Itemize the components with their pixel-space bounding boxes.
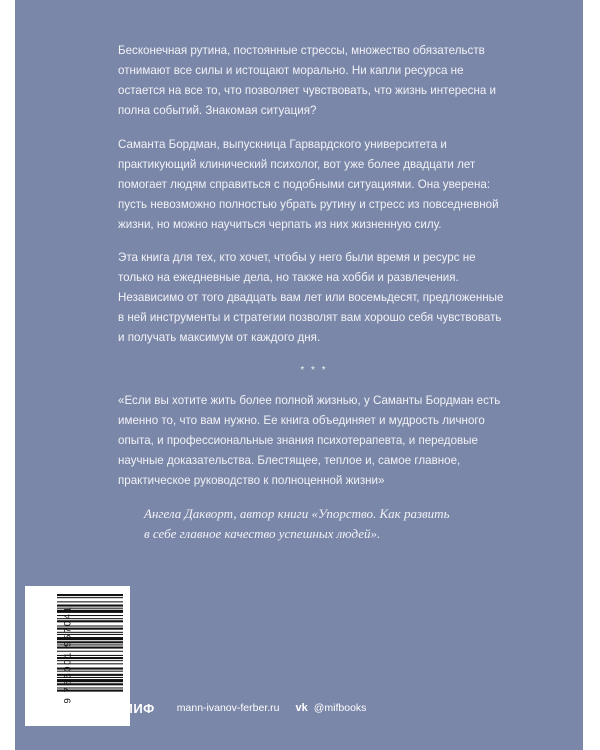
attribution-line-2: в себе главное качество успешных людей».	[144, 526, 381, 541]
barcode-bars-icon	[25, 586, 130, 726]
review-quote: «Если вы хотите жить более полной жизнью, у Саманты Бордман есть именно то, что вам нужно. Ее книга объединяет и мудрость личного опыта, и профессиональные знания психотерапевта, и передовые научные доказательства. Блестящее, теплое и, самое главное, практическое руководство к полноценной жизни»	[118, 394, 501, 487]
isbn-barcode	[25, 586, 130, 726]
social-handle[interactable]: @mifbooks	[313, 702, 367, 714]
cover-text-block	[118, 41, 510, 557]
description-paragraph-2: Саманта Бордман, выпускница Гарвардского университета и практикующий клинический психолог, вот уже более двадцати лет помогает людям справиться с подобными ситуациями. Она уверена: пусть невозможно полностью убрать рутину и стресс из повседневной жизни, но можно научиться черпать из них жизненную силу.	[118, 138, 499, 231]
description-paragraph-3: Эта книга для тех, кто хочет, чтобы у него были время и ресурс не только на ежедневные дела, но также на хобби и развлечения. Независимо от того двадцать вам лет или восемьдесят, предложенные в ней инструменты и стратегии позволят вам хорошо себя чувствовать и получать максимум от каждого дня.	[118, 251, 504, 344]
section-separator: * * *	[300, 365, 328, 376]
barcode-digits: 9 785001 957041	[62, 605, 74, 704]
publisher-logo: МИФ	[122, 700, 155, 716]
description-paragraph-1: Бесконечная рутина, постоянные стрессы, множество обязательств отнимают все силы и истощают морально. Ни капли ресурса не остается на все то, что позволяет чувствовать, что жизнь интересна и полна событий. Знакомая ситуация?	[118, 44, 497, 117]
publisher-website[interactable]: mann-ivanov-ferber.ru	[176, 702, 280, 714]
attribution-line-1: Ангела Дакворт, автор книги «Упорство. Как развить	[144, 506, 450, 521]
quote-attribution	[118, 504, 510, 544]
publisher-footer	[122, 699, 366, 717]
vk-icon[interactable]: vk	[295, 702, 308, 714]
book-back-cover	[15, 0, 583, 750]
